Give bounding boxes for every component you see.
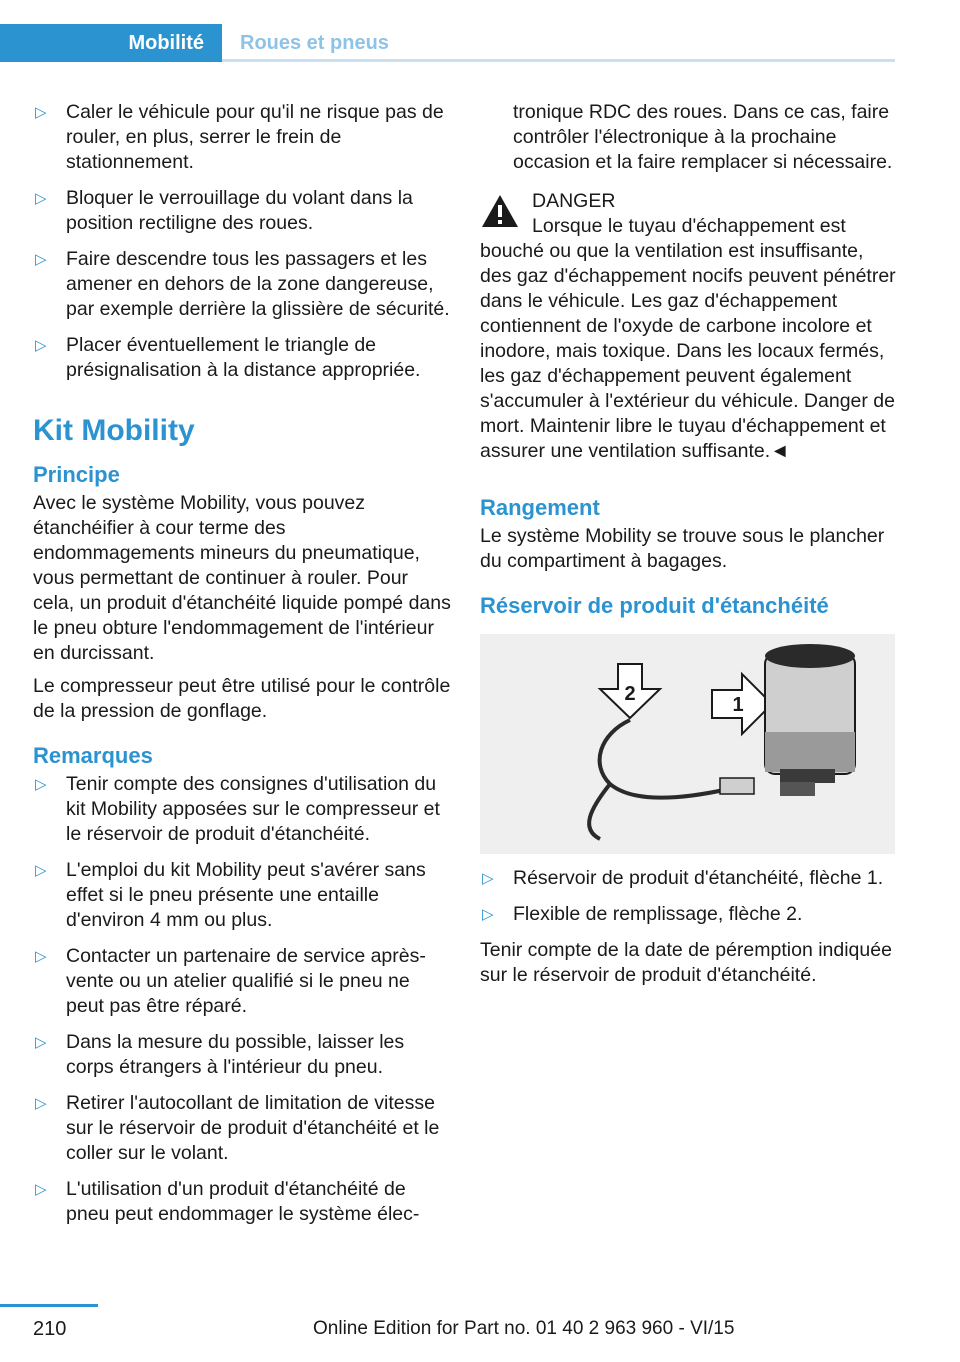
danger-text: Lorsque le tuyau d'échappement est bouché ou que la ventilation est insuffisante, des gaz d'échappement nocifs peuvent pénétrer dans le véhicule. Les gaz d'échappement contiennent de l'oxyde de carbone incolore et inodore, mais toxique. Dans les locaux fermés, les gaz d'échappement peuvent également s'accumuler à l'extérieur du véhicule. Danger de mort. Maintenir libre le tuyau d'échappement et assurer une ventilation suffisante.◄ — [480, 215, 896, 462]
list-item: ▷ Flexible de remplissage, flèche 2. — [482, 903, 803, 925]
warning-triangle-icon — [480, 193, 520, 229]
danger-title: DANGER — [532, 190, 616, 212]
right-column — [480, 100, 898, 996]
triangle-bullet-icon: ▷ — [35, 1034, 47, 1051]
triangle-bullet-icon: ▷ — [35, 776, 47, 793]
triangle-bullet-icon: ▷ — [482, 906, 494, 923]
list-item: ▷ L'utilisation d'un produit d'étanchéité de pneu peut endommager le système élec- — [35, 1178, 420, 1225]
header-divider — [222, 59, 895, 62]
continued-list-text: tronique RDC des roues. Dans ce cas, faire contrôler l'électronique à la prochaine occasion et la faire remplacer si nécessaire. — [513, 101, 893, 173]
figure-legend-list — [480, 866, 898, 927]
arrow-2-label: 2 — [624, 683, 636, 705]
list-item: ▷ Contacter un partenaire de service après-vente ou un atelier qualifié si le pneu ne peut pas être réparé. — [35, 945, 426, 1017]
subheading-remarques: Remarques — [33, 743, 153, 768]
triangle-bullet-icon: ▷ — [35, 251, 47, 268]
subheading-principe: Principe — [33, 462, 120, 487]
list-item: ▷ Bloquer le verrouillage du volant dans la position rectiligne des roues. — [35, 187, 413, 234]
arrow-1-label: 1 — [732, 694, 744, 716]
remarques-list — [33, 772, 451, 1227]
sealant-reservoir-and-hose-icon — [480, 634, 895, 854]
subheading-reservoir: Réservoir de produit d'étanchéité — [480, 593, 829, 618]
mobility-kit-illustration — [480, 634, 895, 854]
triangle-bullet-icon: ▷ — [35, 948, 47, 965]
paragraph: Le compresseur peut être utilisé pour le contrôle de la pression de gonflage. — [33, 675, 451, 722]
paragraph: Le système Mobility se trouve sous le plancher du compartiment à bagages. — [480, 525, 885, 572]
paragraph: Tenir compte de la date de péremption indiquée sur le réservoir de produit d'étanchéité. — [480, 939, 892, 986]
list-item: ▷ Réservoir de produit d'étanchéité, flèche 1. — [482, 867, 884, 889]
triangle-bullet-icon: ▷ — [35, 1181, 47, 1198]
section-tab-mobilite[interactable]: Mobilité — [0, 24, 222, 62]
triangle-bullet-icon: ▷ — [35, 337, 47, 354]
triangle-bullet-icon: ▷ — [35, 1095, 47, 1112]
list-item: ▷ Dans la mesure du possible, laisser les corps étrangers à l'intérieur du pneu. — [35, 1031, 405, 1078]
page-number: 210 — [33, 1318, 67, 1340]
paragraph: Avec le système Mobility, vous pouvez étanchéifier à cour terme des endommagements mineurs du pneumatique, vous permettant de continuer à rouler. Pour cela, un produit d'étanchéité liquide pompé dans le pneu obture l'endommagement de l'intérieur en durcissant. — [33, 492, 451, 664]
danger-warning — [480, 189, 898, 464]
subheading-rangement: Rangement — [480, 495, 600, 520]
triangle-bullet-icon: ▷ — [482, 870, 494, 887]
left-column — [33, 100, 451, 1238]
arrow-2-icon — [600, 664, 660, 718]
list-item: ▷ Faire descendre tous les passagers et les amener en dehors de la zone dangereuse, par exemple derrière la glissière de sécurité. — [35, 248, 450, 320]
footer-rule — [0, 1304, 98, 1307]
page-header — [0, 0, 960, 62]
section-heading-kit-mobility: Kit Mobility — [33, 414, 195, 447]
arrow-1-icon — [712, 674, 772, 734]
edition-note: Online Edition for Part no. 01 40 2 963 960 - VI/15 — [313, 1318, 735, 1339]
list-item: ▷ L'emploi du kit Mobility peut s'avérer sans effet si le pneu présente une entaille d'environ 4 mm ou plus. — [35, 859, 426, 931]
triangle-bullet-icon: ▷ — [35, 104, 47, 121]
intro-steps-list — [33, 100, 451, 383]
triangle-bullet-icon: ▷ — [35, 862, 47, 879]
list-item: ▷ Tenir compte des consignes d'utilisation du kit Mobility apposées sur le compresseur et le réservoir de produit d'étanchéité. — [35, 773, 440, 845]
list-item: ▷ Retirer l'autocollant de limitation de vitesse sur le réservoir de produit d'étanchéité et le coller sur le volant. — [35, 1092, 440, 1164]
list-item: ▷ Placer éventuellement le triangle de présignalisation à la distance appropriée. — [35, 334, 421, 381]
triangle-bullet-icon: ▷ — [35, 190, 47, 207]
section-tab-roues-et-pneus[interactable]: Roues et pneus — [240, 32, 389, 54]
list-item: ▷ Caler le véhicule pour qu'il ne risque pas de rouler, en plus, serrer le frein de stationnement. — [35, 101, 444, 173]
